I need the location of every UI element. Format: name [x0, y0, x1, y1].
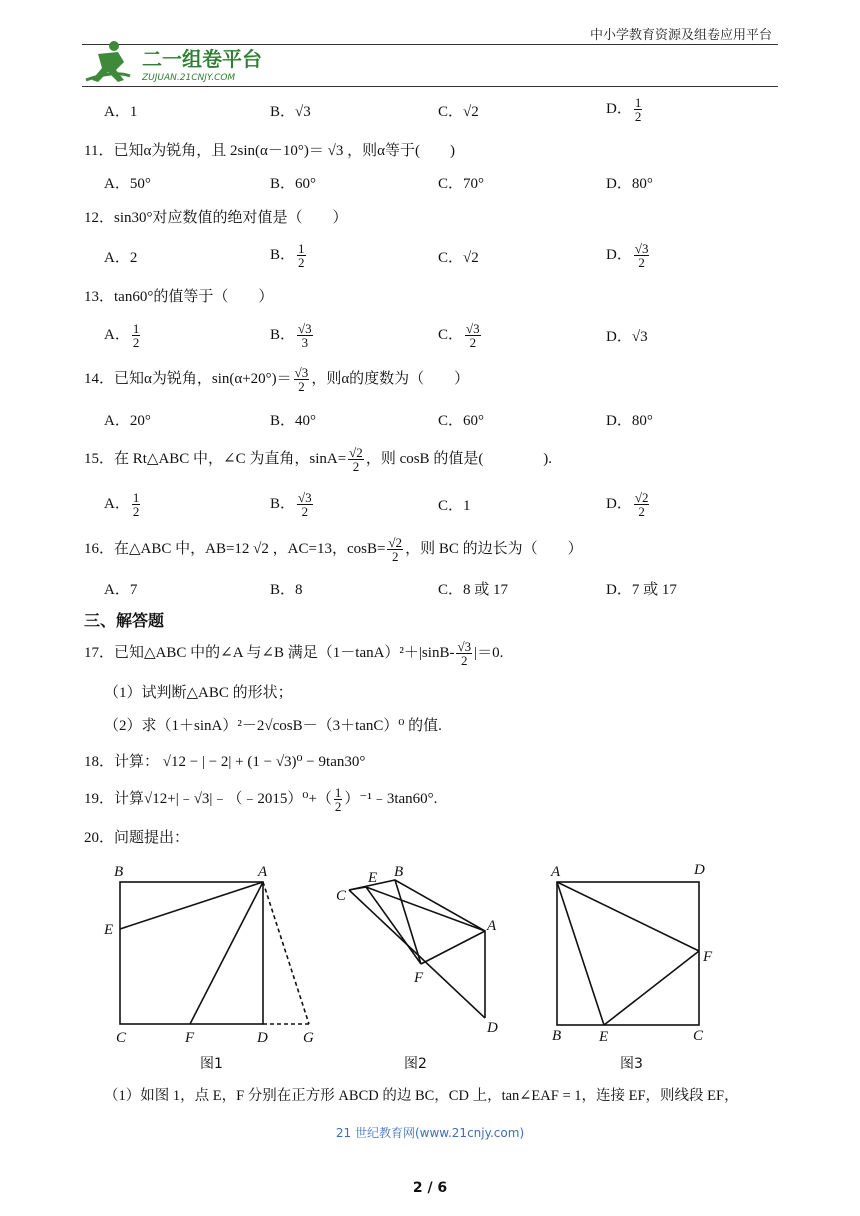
- f1-label-g: G: [303, 1030, 314, 1046]
- q13-option-c: C． $\frac{√3}{2}$: [438, 321, 480, 350]
- q10-option-d: D． $\frac{1}{2}$: [606, 95, 642, 124]
- question-12: 12．sin30°对应数值的绝对值是（ ）: [84, 210, 348, 226]
- q14-option-c: C．60°: [438, 413, 485, 429]
- zujuan-logo: [84, 40, 284, 84]
- q14-option-a: A．20°: [104, 413, 151, 429]
- q11-option-b: B．60°: [270, 176, 317, 192]
- page-number: 2 / 6: [412, 1180, 448, 1196]
- section-heading: 三、解答题: [84, 611, 165, 630]
- f1-label-e: E: [104, 922, 114, 938]
- f2-label-e: E: [368, 870, 378, 886]
- q10-option-c: C．√2: [438, 104, 479, 120]
- q13-option-a: A． $\frac{1}{2}$: [104, 321, 140, 350]
- question-17-part-1: （1）试判断△ABC 的形状；: [104, 685, 293, 701]
- f3-label-a: A: [551, 864, 561, 880]
- question-14: 14．已知α为锐角，sin(α+20°)＝ $\frac{√3}{2}$ ，则α的度数为（ ）: [84, 365, 470, 394]
- question-17: 17．已知△ABC 中的∠A 与∠B 满足（1－tanA）²＋|sinB- $\frac{√3}{2}$ |＝0.: [84, 639, 504, 668]
- q12-option-c: C．√2: [438, 250, 479, 266]
- q10-option-b: B．√3: [270, 104, 311, 120]
- question-15: 15．在 Rt△ABC 中，∠C 为直角，sinA= $\frac{√2}{2}$ ，则 cosB 的值是( ).: [84, 445, 553, 474]
- question-19: 19．计算√12+|﹣√3|﹣（﹣2015）⁰+（ $\frac{1}{2}$ ）⁻¹﹣3tan60°.: [84, 785, 438, 814]
- q11-option-d: D．80°: [606, 176, 653, 192]
- question-13: 13．tan60°的值等于（ ）: [84, 289, 274, 305]
- header-bottom-divider: [82, 86, 778, 87]
- q10-option-a: A．1: [104, 104, 138, 120]
- q12-option-b: B． $\frac{1}{2}$: [270, 241, 305, 270]
- geometry-figures: [96, 858, 736, 1074]
- q12-option-a: A．2: [104, 250, 138, 266]
- f2-label-d: D: [487, 1020, 498, 1036]
- q14-option-d: D．80°: [606, 413, 653, 429]
- logo-text: 二一组卷平台: [142, 47, 262, 71]
- q12-option-d: D． $\frac{√3}{2}$: [606, 241, 649, 270]
- q15-option-c: C．1: [438, 498, 471, 514]
- f2-label-f: F: [414, 970, 424, 986]
- question-16: 16．在△ABC 中，AB=12 √2 ，AC=13，cosB= $\frac{√2}{2}$ ，则 BC 的边长为（ ）: [84, 535, 583, 564]
- question-18: 18．计算： √12 − | − 2| + (1 − √3)⁰ − 9tan30°: [84, 754, 366, 770]
- q11-option-c: C．70°: [438, 176, 485, 192]
- q15-option-b: B． $\frac{√3}{2}$: [270, 490, 312, 519]
- figure-1-caption: 图1: [200, 1056, 223, 1072]
- question-11: 11．已知α为锐角，且 2sin(α－10°)＝ √3 ，则α等于( ): [84, 143, 455, 159]
- f1-label-f: F: [185, 1030, 195, 1046]
- figure-2-caption: 图2: [404, 1056, 427, 1072]
- q13-option-b: B． $\frac{√3}{3}$: [270, 321, 312, 350]
- f2-label-a: A: [487, 918, 497, 934]
- q13-option-d: D．√3: [606, 329, 648, 345]
- logo-subtext: ZUJUAN.21CNJY.COM: [142, 73, 236, 83]
- footer-link[interactable]: 21 世纪教育网(www.21cnjy.com): [335, 1126, 525, 1140]
- f3-label-e: E: [599, 1029, 609, 1045]
- f2-label-b: B: [394, 864, 404, 880]
- f3-label-b: B: [552, 1028, 562, 1044]
- figure-3-caption: 图3: [620, 1056, 643, 1072]
- f1-label-c: C: [116, 1030, 127, 1046]
- q16-option-c: C．8 或 17: [438, 582, 509, 598]
- question-20: 20．问题提出：: [84, 830, 190, 846]
- question-17-part-2: （2）求（1＋sinA）²－2√cosB－（3＋tanC）⁰ 的值.: [104, 718, 442, 734]
- f1-label-b: B: [114, 864, 124, 880]
- q16-option-d: D．7 或 17: [606, 582, 677, 598]
- q16-option-a: A．7: [104, 582, 138, 598]
- question-20-part-1: （1）如图 1，点 E，F 分别在正方形 ABCD 的边 BC，CD 上，tan∠EAF = 1，连接 EF，则线段 EF，: [104, 1088, 739, 1104]
- q16-option-b: B．8: [270, 582, 303, 598]
- q15-option-a: A． $\frac{1}{2}$: [104, 490, 140, 519]
- f3-label-d: D: [694, 862, 705, 878]
- f2-label-c: C: [336, 888, 347, 904]
- f3-label-f: F: [703, 949, 713, 965]
- platform-name: 中小学教育资源及组卷应用平台: [589, 28, 772, 43]
- q14-option-b: B．40°: [270, 413, 317, 429]
- f1-label-d: D: [257, 1030, 268, 1046]
- q11-option-a: A．50°: [104, 176, 151, 192]
- f1-label-a: A: [258, 864, 268, 880]
- f3-label-c: C: [693, 1028, 704, 1044]
- q15-option-d: D． $\frac{√2}{2}$: [606, 490, 649, 519]
